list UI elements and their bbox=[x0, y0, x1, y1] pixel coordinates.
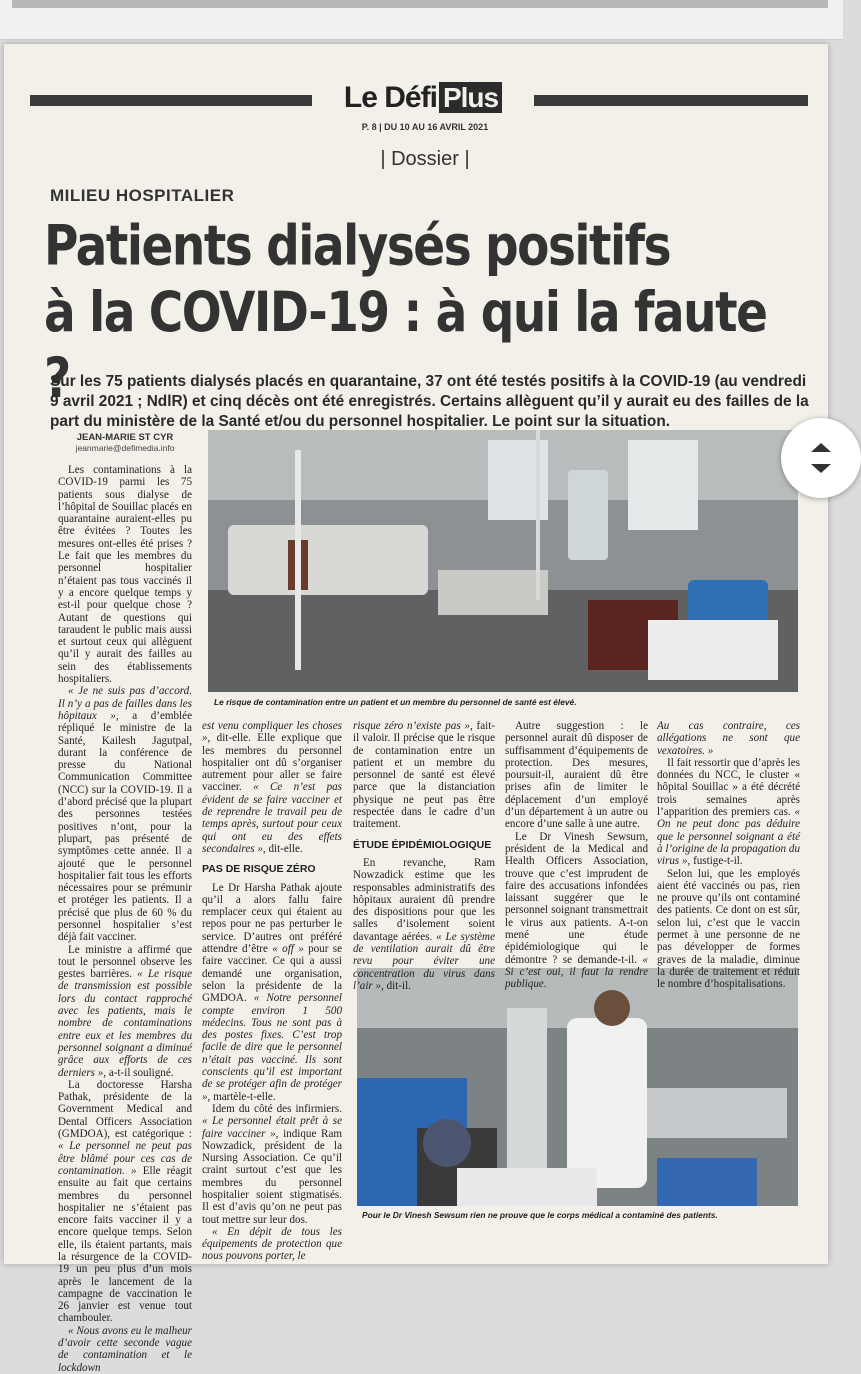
text: , dit-elle. Elle explique que les membres du personnel hospitalier ont dû s’organiser autrement pour aller se faire vacciner. bbox=[202, 732, 342, 794]
text: Le Dr Harsha Pathak ajoute qu’il a alors fallu faire remplacer ceux qui étaient au repos pour ne pas perturber le service. D’autres ont préféré attendre d’être bbox=[202, 881, 342, 956]
paragraph bbox=[505, 831, 648, 991]
paragraph bbox=[202, 1103, 342, 1226]
top-scroll-track bbox=[12, 0, 828, 8]
paragraph: Autre suggestion : le personnel aurait dû disposer de suffisamment d’équipements de protection. Des mesures, poursuit-il, auraient dû être prises afin de limiter le déplacement d’un employé d’un département à un autre ou encore d’une salle à une autre. bbox=[505, 720, 648, 831]
paragraph bbox=[58, 1079, 192, 1325]
text: En revanche, Ram Nowzadick estime que les responsables administratifs des hôpitaux auraient dû prendre des dispositions pour que les salles d’isolement soient davantage aérées. bbox=[353, 856, 495, 943]
article-column-3 bbox=[353, 720, 495, 992]
paragraph: Selon lui, que les employés aient été vaccinés ou pas, rien ne prouve qu’ils ont contaminé des patients. Ce dont on est sûr, selon lui, c’est que le vaccin permet à une personne de ne pas développer de formes graves de la maladie, diminue la durée de traitement et réduit le nombre d’hospitalisations. bbox=[657, 867, 800, 991]
article-kicker: MILIEU HOSPITALIER bbox=[50, 186, 235, 205]
quote: est venu compliquer les choses » bbox=[202, 720, 342, 745]
text: , indique Ram Nowzadick, président de la Nursing Association. Ce qu’il craint surtout c’est que les membres du personnel hospitalier soient stigmatisés. Il est d’avis qu’on ne peut pas tout mettre sur leur dos. bbox=[202, 1127, 342, 1226]
text: Le Dr Vinesh Sewsurn, président de la Medical and Health Officers Association, trouve que c’est imprudent de faire des accusations infondées laissant suggérer que le personnel soignant transmettrait le virus aux patients. A-t-on mené une étude épidémiologique qui le démontre ? se demande-t-il. bbox=[505, 830, 648, 966]
author-email: jeanmarie@defimedia.info bbox=[75, 443, 175, 453]
author-name: JEAN-MARIE ST CYR bbox=[76, 432, 174, 443]
paragraph bbox=[58, 1325, 192, 1374]
text: , a-t-il souligné. bbox=[103, 1066, 174, 1079]
quote: « Ce n’est pas évident de se faire vacciner et de reprendre le travail peu de temps après, surtout pour ceux qui ont eu des effets secondaires » bbox=[202, 781, 342, 855]
scroll-up-down-button[interactable] bbox=[781, 418, 861, 498]
masthead-logo bbox=[344, 81, 502, 114]
paragraph bbox=[657, 720, 800, 757]
masthead-rule-right bbox=[534, 95, 808, 106]
article-column-4 bbox=[505, 720, 648, 991]
logo-text: Le Défi bbox=[343, 81, 437, 114]
paragraph bbox=[202, 1226, 342, 1263]
photo2-caption: Pour le Dr Vinesh Sewsum rien ne prouve que le corps médical a contaminé des patients. bbox=[362, 1210, 718, 1220]
text: La doctoresse Harsha Pathak, présidente de la Government Medical and Dental Officers Association (GMDOA), est catégorique : bbox=[58, 1078, 192, 1141]
quote: risque zéro n’existe pas » bbox=[353, 720, 470, 732]
article-column-2 bbox=[202, 720, 342, 1263]
scroll-up-down-icon bbox=[809, 442, 833, 474]
quote: « off » bbox=[272, 943, 304, 956]
text: Le ministre a affirmé que tout le personnel observe les gestes barrières. bbox=[58, 943, 192, 981]
article-lead: Sur les 75 patients dialysés placés en quarantaine, 37 ont été testés positifs à la COVID-19 (au vendredi 9 avril 2021 ; NdlR) et cinq décès ont été enregistrés. Certains allèguent qu’il y aurait eu des failles de la part du ministère de la Santé et/ou du personnel hospitalier. Le point sur la situation. bbox=[50, 373, 809, 430]
paragraph bbox=[353, 720, 495, 831]
nurse-patient-photo bbox=[357, 968, 798, 1206]
quote: « Le personnel était prêt à se faire vacciner » bbox=[202, 1115, 342, 1140]
text: , martèle-t-elle. bbox=[207, 1090, 276, 1103]
text: , dit-il. bbox=[381, 979, 411, 992]
text: , dit-elle. bbox=[262, 842, 303, 855]
quote: « En dépit de tous les équipements de protection que nous pouvons porter, le bbox=[202, 1225, 342, 1263]
dialysis-ward-photo bbox=[208, 430, 798, 692]
paragraph: Les contaminations à la COVID-19 parmi les 75 patients sous dialyse de l’hôpital de Souillac placés en quarantaine auraient-elles pu être évitées ? Toutes les mesures ont-elles été prises ? Le fait que les membres du personnel hospitalier n’étaient pas tous vaccinés il y a encore quelque temps y est-il pour quelque chose ? Autant de questions qui taraudent le public mais aussi et surtout ceux qui allèguent qu’il y aurait des failles au sein des établissements hospitaliers. bbox=[58, 464, 192, 686]
text: , a d’emblée répliqué le ministre de la Santé, Kailesh Jagutpal, durant la conférence de presse du National Communication Committee (NCC) sur la COVID-19. Il a d’abord précisé que la plupart des personnes testées positives n’ont, pour la plupart, pas présenté de symptômes cette année. Il a ajouté que le personnel hospitalier fait tous les efforts nécessaires pour se prémunir et protéger les patients. Il a précisé que plus de 60 % du personnel hospitalier s’est déjà fait vacciner. bbox=[58, 709, 192, 944]
quote: « Le risque de transmission est possible lors du contact rapproché avec les patients, mais le nombre de contaminations entre eux et les membres du personnel soignant a diminué grâce aux efforts de ces derniers » bbox=[58, 968, 192, 1079]
paragraph bbox=[202, 882, 342, 1103]
quote: Au cas contraire, ces allégations ne sont que vexatoires. » bbox=[657, 720, 800, 757]
article-column-1 bbox=[58, 464, 192, 1374]
browser-top-strip bbox=[0, 0, 843, 40]
issue-line: P. 8 | DU 10 AU 16 AVRIL 2021 bbox=[361, 122, 489, 132]
section-rubric: | Dossier | bbox=[380, 148, 470, 170]
headline-line-2: à la COVID-19 : à qui la faute ? bbox=[44, 280, 767, 412]
text: pour se faire vacciner. Ce qui a aussi demandé une organisation, selon la présidente de la GMDOA. bbox=[202, 943, 342, 1005]
byline bbox=[60, 432, 190, 453]
quote: « Le personnel ne peut pas être blâmé pour ces cas de contamination. » bbox=[58, 1140, 192, 1177]
masthead bbox=[312, 80, 534, 120]
paragraph bbox=[657, 757, 800, 868]
article-column-5 bbox=[657, 720, 800, 991]
paragraph bbox=[353, 857, 495, 992]
text: Idem du côté des infirmiers. bbox=[212, 1102, 342, 1115]
text: , fait-il valoir. Il précise que le risque de contamination entre un patient et un membre du personnel de santé est élevé parce que la distanciation physique ne peut pas être respectée dans le cadre d’un traitement. bbox=[353, 720, 495, 831]
quote: « Notre personnel compte environ 1 500 médecins. Tous ne sont pas à des postes fixes. C’est trop facile de dire que le personnel n’était pas vacciné. Ils sont conscients qu’il est important de se protéger afin de protéger » bbox=[202, 992, 342, 1103]
text: , fustige-t-il. bbox=[687, 855, 743, 868]
dialysis-ward-illustration bbox=[208, 430, 798, 692]
subheading: ÉTUDE ÉPIDÉMIOLOGIQUE bbox=[353, 838, 492, 851]
paragraph bbox=[58, 685, 192, 943]
quote: « On ne peut donc pas déduire que le personnel soignant a été à l’origine de la propagation du virus » bbox=[657, 806, 800, 868]
quote: « Nous avons eu le malheur d’avoir cette seconde vague de contamination et le lockdown bbox=[58, 1324, 192, 1374]
paragraph bbox=[202, 720, 342, 855]
text: Il fait ressortir que d’après les données du NCC, le cluster « hôpital Souillac » a été décrété trois semaines après l’apparition des premiers cas. bbox=[657, 756, 800, 819]
nurse-patient-illustration bbox=[357, 968, 798, 1206]
photo1-caption: Le risque de contamination entre un patient et un membre du personnel de santé est élevé. bbox=[214, 697, 577, 707]
logo-plus: Plus bbox=[439, 82, 502, 113]
quote: « Je ne suis pas d’accord. Il n’y a pas de failles dans les hôpitaux » bbox=[58, 685, 192, 722]
headline-line-1: Patients dialysés positifs bbox=[44, 214, 671, 279]
paragraph bbox=[58, 944, 192, 1079]
masthead-rule-left bbox=[30, 95, 312, 106]
quote: « Si c’est oui, il faut la rendre publique. bbox=[505, 953, 648, 991]
subheading: PAS DE RISQUE ZÉRO bbox=[202, 863, 316, 876]
quote: « Le système de ventilation aurait dû être revu pour éviter une concentration du virus dans l’air » bbox=[353, 930, 495, 992]
text: Elle réagit ensuite au fait que certains membres du personnel hospitalier ne s’étaient pas encore faits vacciner il y a encore quelque temps. Selon elle, ils étaient partants, mais la résurgence de la COVID-19 un peu plus d’un mois après le lancement de la campagne de vaccination le 26 janvier est venue tout chambouler. bbox=[58, 1164, 193, 1325]
